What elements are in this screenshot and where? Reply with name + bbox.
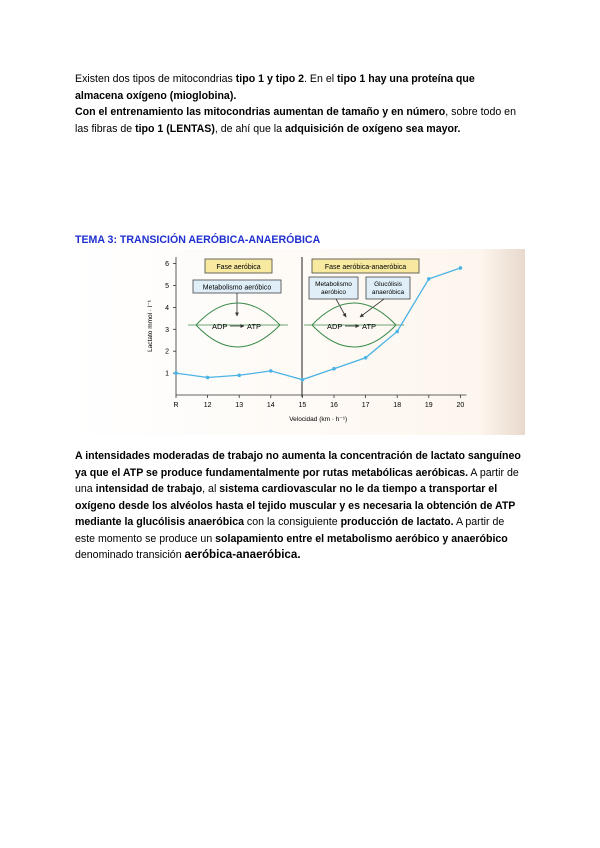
body-text: , al <box>202 483 220 495</box>
data-point <box>174 371 178 375</box>
data-point <box>269 369 273 373</box>
intro-bold: Con el entrenamiento las mitocondrias aumentan de tamaño y en número <box>75 106 446 118</box>
y-tick-label: 3 <box>165 326 169 334</box>
y-axis-label: Lactato mmol · l⁻¹ <box>147 300 154 352</box>
body-text: denominado transición <box>75 549 185 561</box>
y-tick-label: 2 <box>165 348 169 356</box>
body-text: A partir de este momento se produce un <box>75 516 505 545</box>
y-tick-label: 6 <box>165 261 169 269</box>
glycolysis-label-a: Glucólisis <box>374 281 402 288</box>
body-bold: sistema cardiovascular no le da tiempo a transportar el oxígeno desde los alvéolos hasta el tejido muscular y es necesaria la obtención de ATP mediante la glucólisis anaeróbica <box>75 483 516 528</box>
body-bold-large: aeróbica-anaeróbica. <box>184 548 301 561</box>
body-bold: solapamiento entre el metabolismo aeróbico y anaeróbico <box>215 532 508 545</box>
atp-label-2: ATP <box>362 322 377 331</box>
metab-aerobic-label-2a: Metabolismo <box>315 281 352 288</box>
intro-text: , sobre todo en las fibras de <box>75 106 516 135</box>
data-point <box>427 277 431 281</box>
y-tick-label: 1 <box>165 370 169 378</box>
x-axis-label: Velocidad (km · h⁻¹) <box>289 416 348 423</box>
body-bold: producción de lactato. <box>340 516 454 528</box>
intro-paragraph <box>75 71 525 137</box>
data-point <box>332 367 336 371</box>
section-heading: TEMA 3: TRANSICIÓN AERÓBICA-ANAERÓBICA <box>75 234 321 246</box>
body-paragraph <box>75 448 525 564</box>
body-text: A partir de una <box>75 466 519 495</box>
intro-bold: tipo 1 (LENTAS) <box>135 122 215 135</box>
intro-text: . En el <box>304 73 338 85</box>
intro-bold: tipo 1 hay una proteína que almacena oxígeno (mioglobina). <box>75 73 475 102</box>
metab-aerobic-label-2b: aeróbico <box>321 289 346 296</box>
data-point <box>301 378 305 382</box>
data-point <box>364 356 368 360</box>
adp-label-1: ADP <box>212 322 228 331</box>
intro-bold: adquisición de oxígeno sea mayor. <box>285 122 461 135</box>
data-point <box>459 266 463 270</box>
y-tick-label: 4 <box>165 304 169 312</box>
x-tick-label: 14 <box>266 402 275 409</box>
x-tick-label: 12 <box>203 402 212 409</box>
data-point <box>395 330 399 334</box>
glycolysis-label-b: anaeróbica <box>371 289 405 296</box>
x-tick-label: 18 <box>393 402 402 409</box>
adp-label-2: ADP <box>327 322 343 331</box>
data-point <box>206 376 210 380</box>
y-tick-label: 5 <box>165 283 169 290</box>
intro-bold: tipo 1 y tipo 2 <box>235 73 305 85</box>
x-tick-label: 15 <box>298 402 307 409</box>
body-bold: intensidad de trabajo <box>95 483 203 495</box>
body-text: con la consiguiente <box>243 516 341 528</box>
atp-label-1: ATP <box>247 322 262 331</box>
x-tick-label: 20 <box>456 402 465 409</box>
phase-aerobic-label: Fase aeróbica <box>216 264 261 271</box>
intro-text: , de ahí que la <box>214 122 285 135</box>
body-bold: A intensidades moderadas de trabajo no aumenta la concentración de lactato sanguíneo ya que el ATP se produce fundamentalmente por rutas metabólicas aeróbicas. <box>75 450 521 479</box>
metab-aerobic-label: Metabolismo aeróbico <box>202 284 272 292</box>
x-tick-label: 17 <box>361 402 370 409</box>
x-tick-label: 19 <box>424 402 433 409</box>
data-point <box>237 373 241 377</box>
phase-mixed-label: Fase aeróbica-anaeróbica <box>324 264 407 271</box>
x-tick-label: 13 <box>235 402 244 409</box>
x-tick-label: R <box>173 402 179 409</box>
x-tick-label: 16 <box>330 402 338 409</box>
intro-text: Existen dos tipos de mitocondrias <box>75 73 236 85</box>
lactate-figure <box>74 249 525 435</box>
